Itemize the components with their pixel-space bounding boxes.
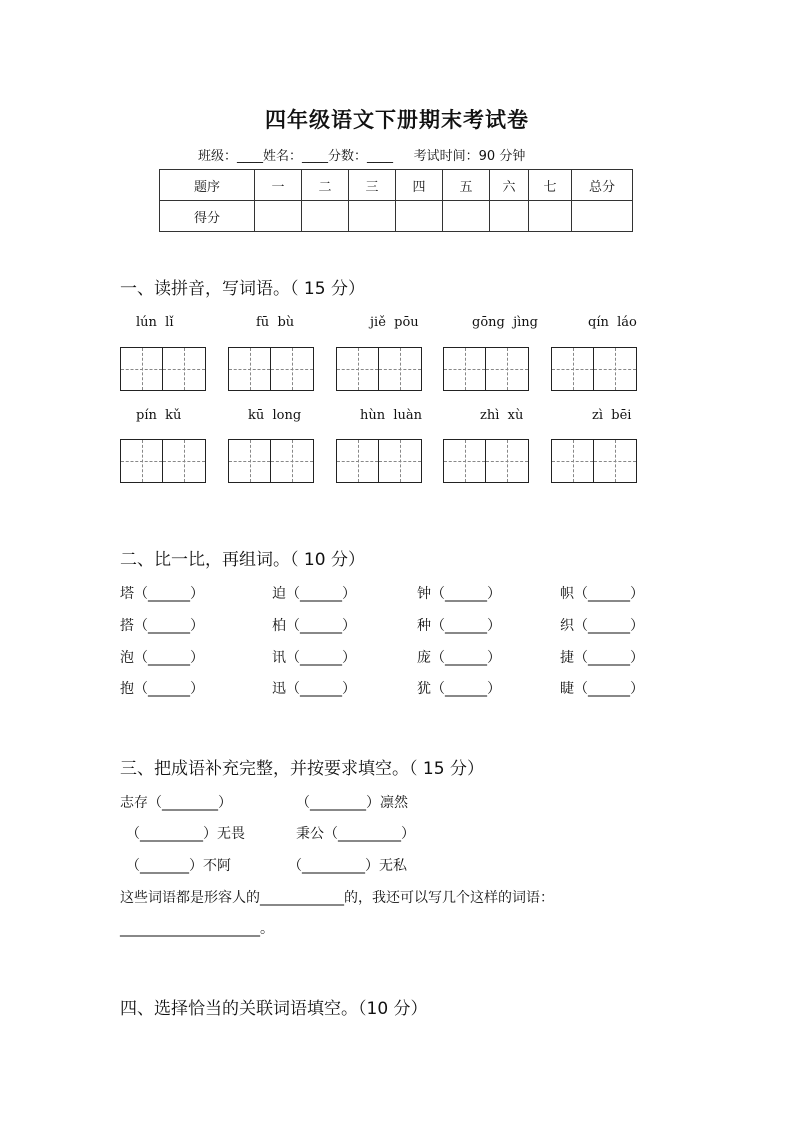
idiom-blank[interactable]: （_________）无畏 bbox=[126, 826, 245, 842]
score-cell[interactable] bbox=[255, 201, 302, 232]
score-cell[interactable] bbox=[529, 201, 572, 232]
writing-grid[interactable] bbox=[443, 347, 529, 391]
word-pair-item[interactable]: 抱（______） bbox=[120, 681, 204, 697]
fill-in-sentence: 这些词语都是形容人的____________的，我还可以写几个这样的词语： bbox=[120, 890, 554, 906]
idiom-blank[interactable]: 秉公（_________） bbox=[296, 826, 415, 842]
writing-grid[interactable] bbox=[336, 347, 422, 391]
table-header-cell: 七 bbox=[529, 170, 572, 201]
writing-grid[interactable] bbox=[120, 439, 206, 483]
word-pair-item[interactable]: 柏（______） bbox=[272, 618, 356, 634]
pinyin-label: gōng jìng bbox=[472, 315, 538, 330]
table-header-cell: 一 bbox=[255, 170, 302, 201]
score-cell[interactable] bbox=[349, 201, 396, 232]
writing-grid[interactable] bbox=[228, 439, 314, 483]
idiom-blank[interactable]: （_______）不阿 bbox=[126, 858, 231, 874]
pinyin-label: kū long bbox=[248, 408, 302, 423]
word-pair-item[interactable]: 泡（______） bbox=[120, 650, 204, 666]
word-pair-item[interactable]: 捷（______） bbox=[560, 650, 644, 666]
writing-grid[interactable] bbox=[551, 439, 637, 483]
score-table-score-row bbox=[160, 201, 633, 232]
pinyin-label: fū bù bbox=[256, 315, 295, 330]
pinyin-label: qín láo bbox=[588, 315, 637, 330]
pinyin-label: jiě pōu bbox=[370, 315, 419, 330]
writing-grid[interactable] bbox=[443, 439, 529, 483]
answer-line[interactable]: ____________________。 bbox=[120, 921, 274, 937]
table-header-cell: 四 bbox=[396, 170, 443, 201]
word-pair-item[interactable]: 讯（______） bbox=[272, 650, 356, 666]
score-cell[interactable] bbox=[443, 201, 490, 232]
score-cell[interactable] bbox=[490, 201, 529, 232]
section4-heading: 四、选择恰当的关联词语填空。（10 分） bbox=[120, 999, 428, 1019]
score-table bbox=[159, 169, 633, 232]
writing-grid[interactable] bbox=[120, 347, 206, 391]
table-header-cell: 题序 bbox=[160, 170, 255, 201]
pinyin-label: pín kǔ bbox=[136, 408, 182, 423]
section1-heading: 一、读拼音，写词语。（ 15 分） bbox=[120, 279, 365, 299]
score-cell[interactable] bbox=[572, 201, 633, 232]
page-title: 四年级语文下册期末考试卷 bbox=[265, 108, 529, 132]
section3-heading: 三、把成语补充完整，并按要求填空。（ 15 分） bbox=[120, 759, 484, 779]
student-info-line: 班级：____姓名：____分数：____ 考试时间：90 分钟 bbox=[198, 149, 526, 164]
word-pair-item[interactable]: 搭（______） bbox=[120, 618, 204, 634]
word-pair-item[interactable]: 犹（______） bbox=[417, 681, 501, 697]
score-cell[interactable] bbox=[302, 201, 349, 232]
idiom-blank[interactable]: （_________）无私 bbox=[288, 858, 407, 874]
pinyin-label: zhì xù bbox=[480, 408, 524, 423]
word-pair-item[interactable]: 种（______） bbox=[417, 618, 501, 634]
pinyin-label: zì bēi bbox=[592, 408, 632, 423]
idiom-blank[interactable]: 志存（________） bbox=[120, 795, 232, 811]
table-header-cell: 二 bbox=[302, 170, 349, 201]
table-header-cell: 五 bbox=[443, 170, 490, 201]
writing-grid[interactable] bbox=[551, 347, 637, 391]
word-pair-item[interactable]: 庞（______） bbox=[417, 650, 501, 666]
table-header-cell: 总分 bbox=[572, 170, 633, 201]
score-cell[interactable] bbox=[396, 201, 443, 232]
word-pair-item[interactable]: 迫（______） bbox=[272, 586, 356, 602]
pinyin-label: hùn luàn bbox=[360, 408, 423, 423]
table-header-cell: 三 bbox=[349, 170, 396, 201]
idiom-blank[interactable]: （________）凛然 bbox=[296, 795, 408, 811]
word-pair-item[interactable]: 帜（______） bbox=[560, 586, 644, 602]
table-row-label: 得分 bbox=[160, 201, 255, 232]
word-pair-item[interactable]: 迅（______） bbox=[272, 681, 356, 697]
table-header-cell: 六 bbox=[490, 170, 529, 201]
score-table-header-row bbox=[160, 170, 633, 201]
writing-grid[interactable] bbox=[228, 347, 314, 391]
word-pair-item[interactable]: 睫（______） bbox=[560, 681, 644, 697]
word-pair-item[interactable]: 塔（______） bbox=[120, 586, 204, 602]
section2-heading: 二、比一比，再组词。（ 10 分） bbox=[120, 550, 365, 570]
word-pair-item[interactable]: 钟（______） bbox=[417, 586, 501, 602]
writing-grid[interactable] bbox=[336, 439, 422, 483]
word-pair-item[interactable]: 织（______） bbox=[560, 618, 644, 634]
pinyin-label: lún lǐ bbox=[136, 315, 174, 330]
